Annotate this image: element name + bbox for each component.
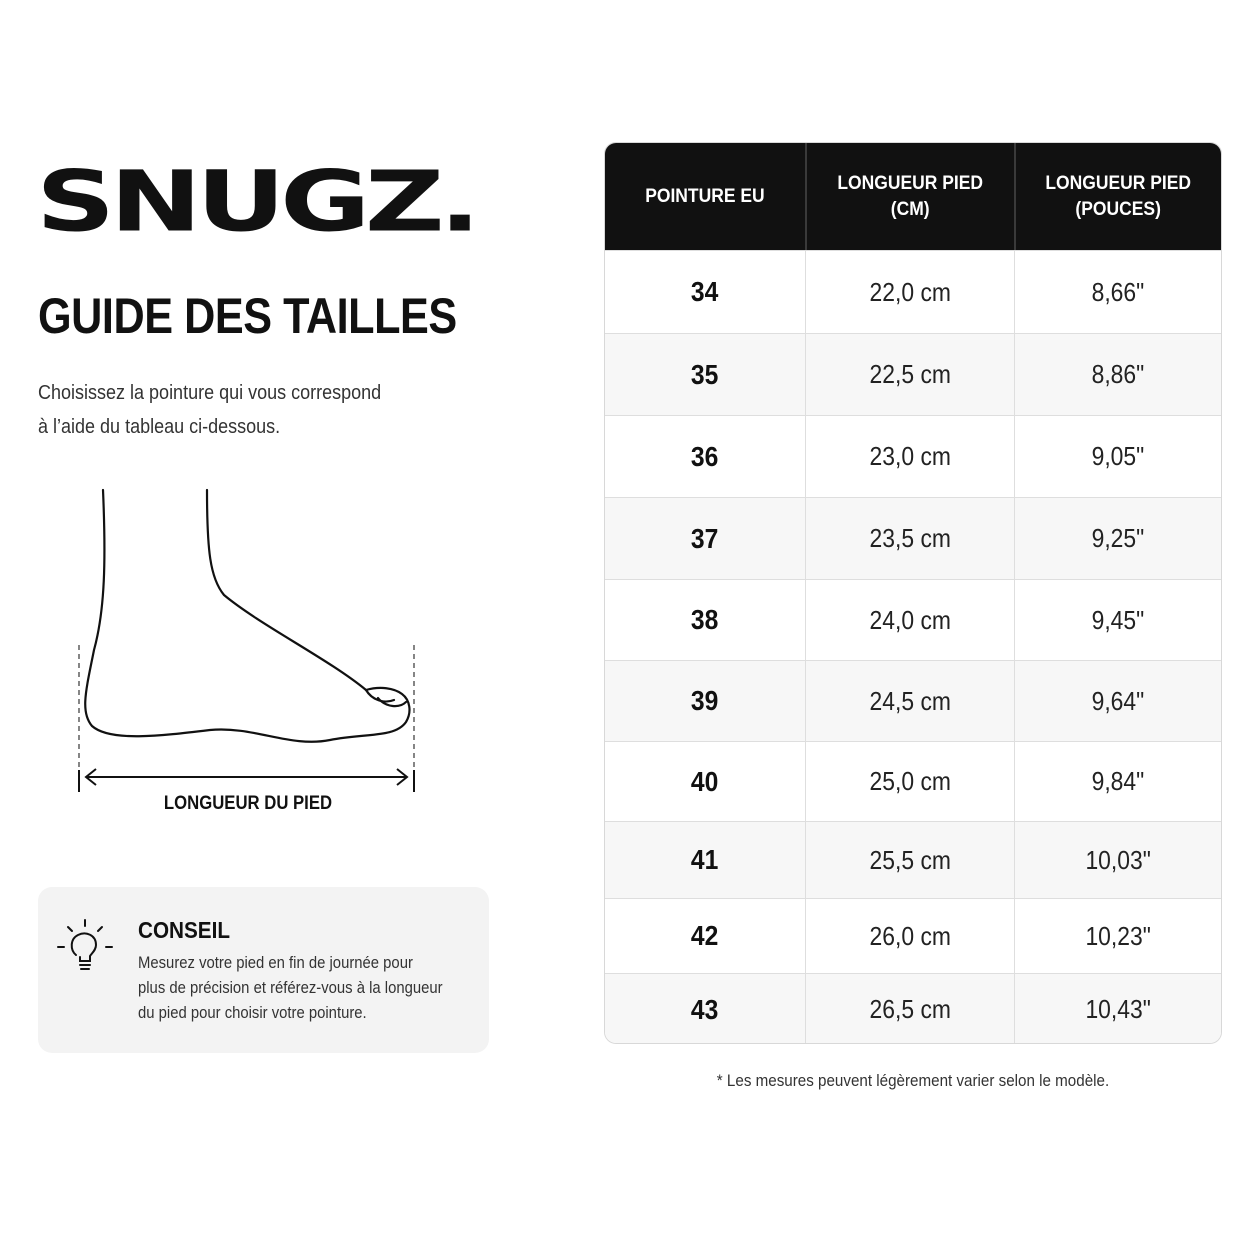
table-row (605, 497, 1221, 579)
cm-cell: 24,0 cm (805, 580, 1014, 660)
cm-cell: 23,0 cm (805, 416, 1014, 497)
inches-cell: 9,25" (1014, 498, 1221, 579)
table-row (605, 250, 1221, 333)
header-label: LONGUEUR PIED (837, 172, 984, 194)
tip-line: Mesurez votre pied en fin de journée pour (138, 954, 413, 972)
cm-cell: 26,5 cm (805, 974, 1014, 1044)
cm-cell: 25,0 cm (805, 742, 1014, 821)
table-row (605, 898, 1221, 973)
inches-cell: 10,23" (1014, 899, 1221, 973)
header-length-inches (1014, 143, 1221, 250)
table-row (605, 741, 1221, 821)
size-cell: 34 (691, 276, 719, 307)
size-cell: 40 (691, 765, 719, 797)
page-title: GUIDE DES TAILLES (38, 288, 457, 345)
size-cell: 41 (691, 844, 719, 875)
tip-text (138, 951, 480, 1026)
inches-cell: 9,64" (1014, 661, 1221, 741)
size-cell: 35 (691, 358, 719, 390)
size-cell: 42 (691, 920, 719, 951)
table-row (605, 415, 1221, 497)
inches-cell: 9,45" (1014, 580, 1221, 660)
table-header (605, 143, 1221, 250)
brand-logo: SNUGZ. (36, 152, 476, 251)
inches-cell: 9,84" (1014, 742, 1221, 821)
foot-outline-icon (60, 480, 430, 800)
subtitle-line: Choisissez la pointure qui vous correspond (38, 382, 382, 404)
tip-line: plus de précision et référez-vous à la longueur (138, 979, 443, 997)
cm-cell: 22,0 cm (805, 251, 1014, 333)
size-cell: 39 (691, 685, 719, 716)
inches-cell: 8,86" (1014, 334, 1221, 415)
page-subtitle (38, 376, 461, 444)
table-row (605, 579, 1221, 660)
table-row (605, 333, 1221, 415)
table-row (605, 973, 1221, 1044)
tip-title: CONSEIL (138, 917, 231, 943)
header-length-cm (805, 143, 1014, 250)
size-cell: 43 (691, 993, 719, 1025)
cm-cell: 22,5 cm (805, 334, 1014, 415)
cm-cell: 24,5 cm (805, 661, 1014, 741)
foot-length-label: LONGUEUR DU PIED (163, 793, 333, 814)
header-unit: (CM) (891, 198, 930, 220)
table-row (605, 660, 1221, 741)
inches-cell: 10,03" (1014, 822, 1221, 898)
tip-line: du pied pour choisir votre pointure. (138, 1004, 367, 1022)
inches-cell: 10,43" (1014, 974, 1221, 1044)
header-label: LONGUEUR PIED (1045, 172, 1192, 194)
cm-cell: 25,5 cm (805, 822, 1014, 898)
inches-cell: 9,05" (1014, 416, 1221, 497)
header-unit: (POUCES) (1075, 198, 1162, 220)
cm-cell: 23,5 cm (805, 498, 1014, 579)
subtitle-line: à l’aide du tableau ci-dessous. (38, 416, 281, 438)
header-label: POINTURE EU (645, 185, 765, 207)
tip-card (38, 887, 489, 1053)
size-cell: 38 (691, 604, 719, 635)
header-size-eu (605, 143, 805, 250)
size-cell: 36 (691, 440, 719, 472)
size-cell: 37 (691, 522, 719, 554)
table-row (605, 821, 1221, 898)
inches-cell: 8,66" (1014, 251, 1221, 333)
size-table (604, 142, 1222, 1044)
lightbulb-icon (56, 917, 116, 977)
footnote: * Les mesures peuvent légèrement varier selon le modèle. (716, 1072, 1110, 1090)
cm-cell: 26,0 cm (805, 899, 1014, 973)
